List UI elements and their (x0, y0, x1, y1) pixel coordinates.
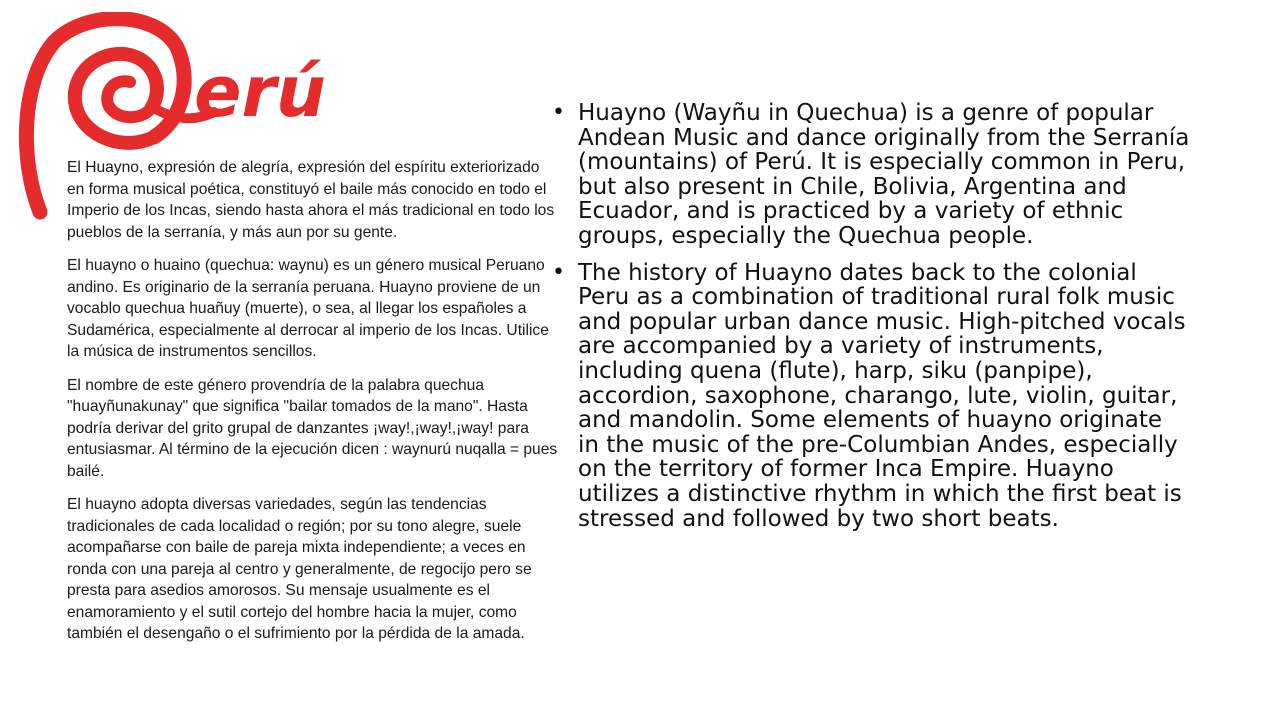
spanish-paragraph: El huayno adopta diversas variedades, según las tendencias tradicionales de cada localidad o región; por su tono alegre, suele acompañarse con baile de pareja mixta independiente; a veces en ronda con una pareja al centro y generalmente, de regocijo pero se presta para asedios amorosos. Su mensaje usualmente es el enamoramiento y el sutil cortejo del hombre hacia la mujer, como también el desengaño o el sufrimiento por la pérdida de la amada. (67, 496, 532, 642)
logo-spiral-middle (75, 54, 157, 143)
spanish-text-column (67, 157, 559, 657)
bullet-dot-icon: • (552, 259, 565, 285)
bullet-text: The history of Huayno dates back to the colonial Peru as a combination of traditional rural folk music and popular urban dance music. High-pitched vocals are accompanied by a variety of instruments, including quena (flute), harp, siku (panpipe), accordion, saxophone, charango, lute, violin, guitar, and mandolin. Some elements of huayno originate in the music of the pre-Columbian Andes, especially on the territory of former Inca Empire. Huayno utilizes a distinctive rhythm in which the first beat is stressed and followed by two short beats. (578, 259, 1186, 532)
bullet-item (550, 261, 1190, 532)
logo-wordmark: erú (194, 51, 326, 133)
spanish-paragraph: El Huayno, expresión de alegría, expresión del espíritu exteriorizado en forma musical poética, constituyó el baile más conocido en todo el Imperio de los Incas, siendo hasta ahora el más tradicional en todo los pueblos de la serranía, y más aun por su gente. (67, 159, 555, 241)
logo-spiral-inner (107, 81, 152, 117)
english-bullet-column (550, 101, 1190, 543)
english-bullet-list (550, 101, 1190, 531)
bullet-text: Huayno (Wayñu in Quechua) is a genre of popular Andean Music and dance originally from the Serranía (mountains) of Perú. It is especially common in Peru, but also present in Chile, Bolivia, Argentina and Ecuador, and is practiced by a variety of ethnic groups, especially the Quechua people. (578, 100, 1190, 249)
bullet-dot-icon: • (552, 100, 565, 125)
spanish-paragraph: El huayno o huaino (quechua: waynu) es un género musical Peruano andino. Es originario de la serranía peruana. Huayno proviene de un vocablo quechua huañuy (muerte), o sea, al llegar los españoles a Sudamérica, especialmente al derrocar al imperio de los Incas. Utilice la música de instrumentos sencillos. (67, 257, 549, 360)
spanish-paragraph: El nombre de este género provendría de la palabra quechua "huayñunakunay" que significa "bailar tomados de la mano". Hasta podría derivar del grito grupal de danzantes ¡way!,¡way!,¡way! para entusiasmar. Al término de la ejecución dicen : waynurú nuqalla = pues bailé. (67, 376, 558, 480)
bullet-item (550, 101, 1190, 249)
